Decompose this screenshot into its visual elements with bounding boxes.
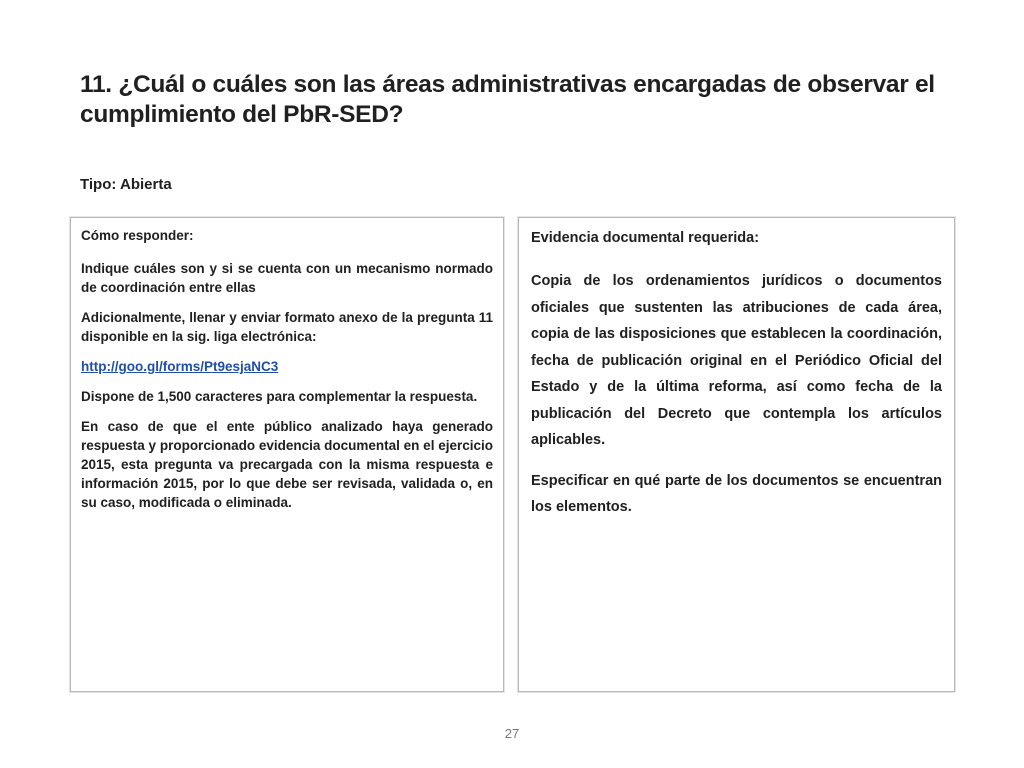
instruction-paragraph-1: Indique cuáles son y si se cuenta con un mecanismo normado de coordinación entre ellas [81, 261, 493, 295]
required-evidence-panel [518, 217, 955, 692]
question-title: 11. ¿Cuál o cuáles son las áreas administrativas encargadas de observar el cumplimiento del PbR-SED? [80, 71, 935, 128]
question-type: Tipo: Abierta [80, 176, 172, 193]
how-to-answer-panel [70, 217, 504, 692]
evidence-paragraph-1: Copia de los ordenamientos jurídicos o documentos oficiales que sustenten las atribuciones de cada área, copia de las disposiciones que establecen la coordinación, fecha de publicación original en el Periódico Oficial del Estado y de la última reforma, así como fecha de la publicación del Decreto que contempla los artículos aplicables. [531, 273, 942, 448]
instruction-paragraph-3: Dispone de 1,500 caracteres para complementar la respuesta. [81, 389, 478, 404]
page-number: 27 [504, 726, 520, 741]
how-to-answer-heading: Cómo responder: [81, 228, 194, 243]
instruction-paragraph-4: En caso de que el ente público analizado haya generado respuesta y proporcionado evidencia documental en el ejercicio 2015, esta pregunta va precargada con la misma respuesta e información 2015, por lo que debe ser revisada, validada o, en su caso, modificada o eliminada. [81, 419, 493, 510]
instruction-paragraph-2: Adicionalmente, llenar y enviar formato anexo de la pregunta 11 disponible en la sig. liga electrónica: [81, 310, 493, 344]
required-evidence-heading: Evidencia documental requerida: [531, 230, 760, 246]
evidence-paragraph-2: Especificar en qué parte de los documentos se encuentran los elementos. [531, 472, 942, 515]
form-link[interactable]: http://goo.gl/forms/Pt9esjaNC3 [81, 359, 279, 374]
form-link-paragraph [81, 357, 493, 376]
